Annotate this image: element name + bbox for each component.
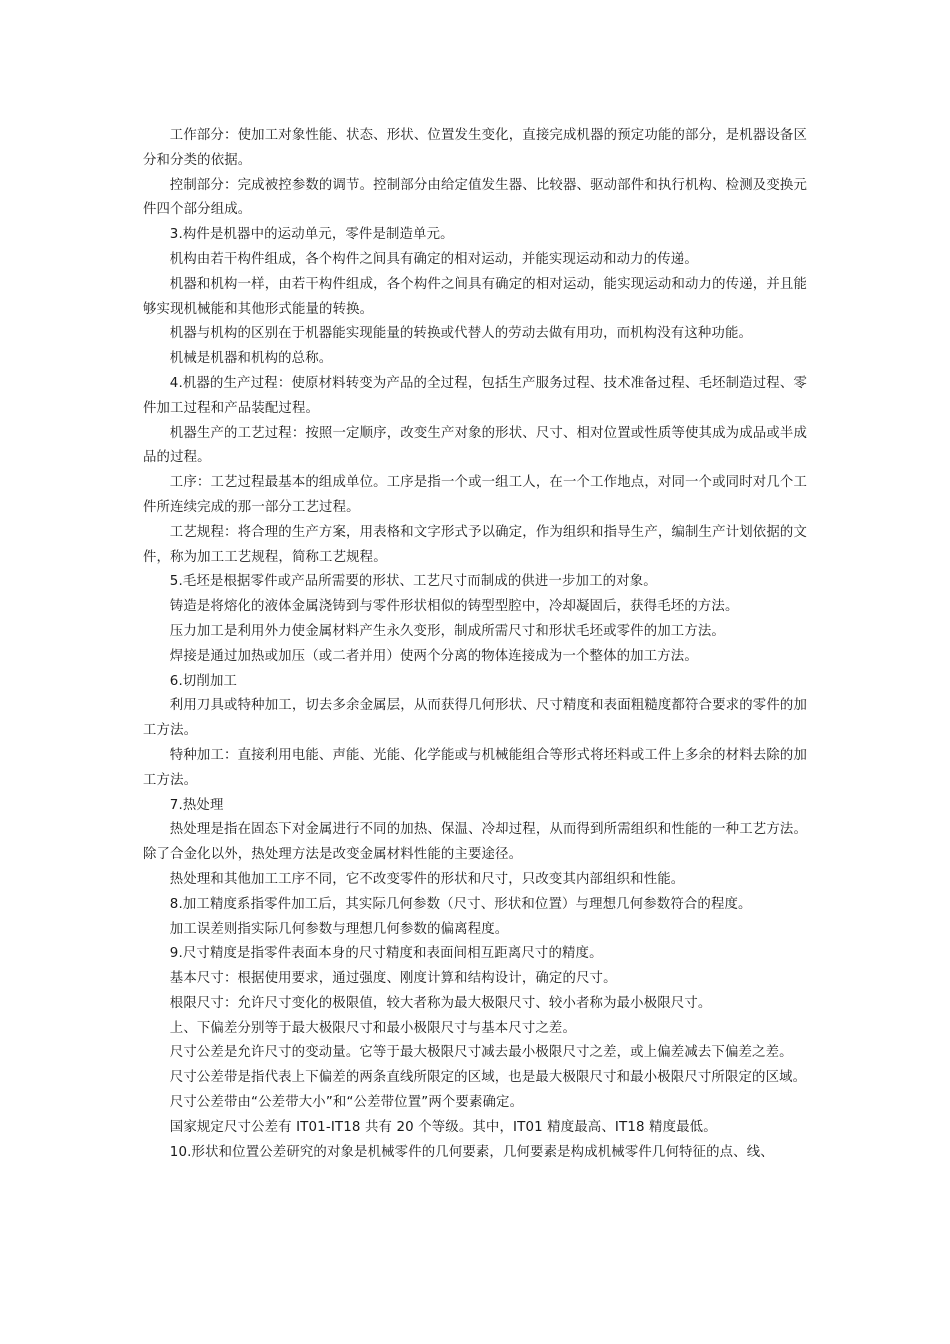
paragraph: 热处理是指在固态下对金属进行不同的加热、保温、冷却过程，从而得到所需组织和性能的一种工艺方法。除了合金化以外，热处理方法是改变金属材料性能的主要途径。: [143, 822, 807, 863]
paragraph: 控制部分：完成被控参数的调节。控制部分由给定值发生器、比较器、驱动部件和执行机构、检测及变换元件四个部分组成。: [143, 177, 807, 218]
paragraph: 5.毛坯是根据零件或产品所需要的形状、工艺尺寸而制成的供进一步加工的对象。: [169, 574, 657, 590]
paragraph: 国家规定尺寸公差有 IT01-IT18 共有 20 个等级。其中，IT01 精度最高、IT18 精度最低。: [169, 1119, 717, 1135]
paragraph: 9.尺寸精度是指零件表面本身的尺寸精度和表面间相互距离尺寸的精度。: [169, 946, 603, 962]
paragraph: 铸造是将熔化的液体金属浇铸到与零件形状相似的铸型型腔中，冷却凝固后，获得毛坯的方法。: [169, 599, 739, 615]
paragraph: 尺寸公差带是指代表上下偏差的两条直线所限定的区域，也是最大极限尺寸和最小极限尺寸所限定的区域。: [169, 1070, 807, 1086]
paragraph: 工作部分：使加工对象性能、状态、形状、位置发生变化，直接完成机器的预定功能的部分，是机器设备区分和分类的依据。: [143, 128, 807, 168]
paragraph: 3.构件是机器中的运动单元，零件是制造单元。: [169, 227, 454, 243]
paragraph: 机器和机构一样，由若干构件组成，各个构件之间具有确定的相对运动，能实现运动和动力的传递，并且能够实现机械能和其他形式能量的转换。: [143, 276, 807, 317]
paragraph: 根限尺寸：允许尺寸变化的极限值，较大者称为最大极限尺寸、较小者称为最小极限尺寸。: [169, 995, 712, 1011]
paragraph: 8.加工精度系指零件加工后，其实际几何参数（尺寸、形状和位置）与理想几何参数符合的程度。: [169, 896, 752, 912]
paragraph: 上、下偏差分别等于最大极限尺寸和最小极限尺寸与基本尺寸之差。: [169, 1020, 577, 1036]
paragraph: 机器与机构的区别在于机器能实现能量的转换或代替人的劳动去做有用功，而机构没有这种功能。: [169, 326, 753, 342]
paragraph: 加工误差则指实际几何参数与理想几何参数的偏离程度。: [169, 921, 509, 937]
paragraph: 工序：工艺过程最基本的组成单位。工序是指一个或一组工人，在一个工作地点，对同一个或同时对几个工件所连续完成的那一部分工艺过程。: [143, 475, 807, 515]
paragraph: 利用刀具或特种加工，切去多余金属层，从而获得几何形状、尺寸精度和表面粗糙度都符合要求的零件的加工方法。: [143, 698, 807, 739]
paragraph: 工艺规程：将合理的生产方案，用表格和文字形式予以确定，作为组织和指导生产，编制生产计划依据的文件，称为加工工艺规程，简称工艺规程。: [143, 524, 807, 565]
paragraph: 尺寸公差带由“公差带大小”和“公差带位置”两个要素确定。: [169, 1095, 524, 1111]
paragraph: 10.形状和位置公差研究的对象是机械零件的几何要素，几何要素是构成机械零件几何特征的点、线、: [169, 1144, 774, 1160]
paragraph: 压力加工是利用外力使金属材料产生永久变形，制成所需尺寸和形状毛坯或零件的加工方法。: [169, 623, 725, 639]
paragraph: 尺寸公差是允许尺寸的变动量。它等于最大极限尺寸减去最小极限尺寸之差，或上偏差减去下偏差之差。: [169, 1045, 793, 1061]
paragraph: 7.热处理: [169, 797, 224, 813]
paragraph: 基本尺寸：根据使用要求，通过强度、刚度计算和结构设计，确定的尺寸。: [169, 971, 617, 987]
paragraph: 6.切削加工: [169, 673, 238, 689]
paragraph: 特种加工：直接利用电能、声能、光能、化学能或与机械能组合等形式将坯料或工件上多余的材料去除的加工方法。: [143, 747, 807, 788]
paragraph: 机器生产的工艺过程：按照一定顺序，改变生产对象的形状、尺寸、相对位置或性质等使其成为成品或半成品的过程。: [143, 425, 807, 466]
paragraph: 热处理和其他加工工序不同，它不改变零件的形状和尺寸，只改变其内部组织和性能。: [169, 871, 685, 887]
paragraph: 机构由若干构件组成，各个构件之间具有确定的相对运动，并能实现运动和动力的传递。: [169, 251, 698, 267]
paragraph: 4.机器的生产过程：使原材料转变为产品的全过程，包括生产服务过程、技术准备过程、毛坯制造过程、零件加工过程和产品装配过程。: [143, 375, 807, 416]
document-body: [143, 124, 807, 1165]
paragraph: 机械是机器和机构的总称。: [169, 351, 333, 367]
paragraph: 焊接是通过加热或加压（或二者并用）使两个分离的物体连接成为一个整体的加工方法。: [169, 648, 698, 664]
